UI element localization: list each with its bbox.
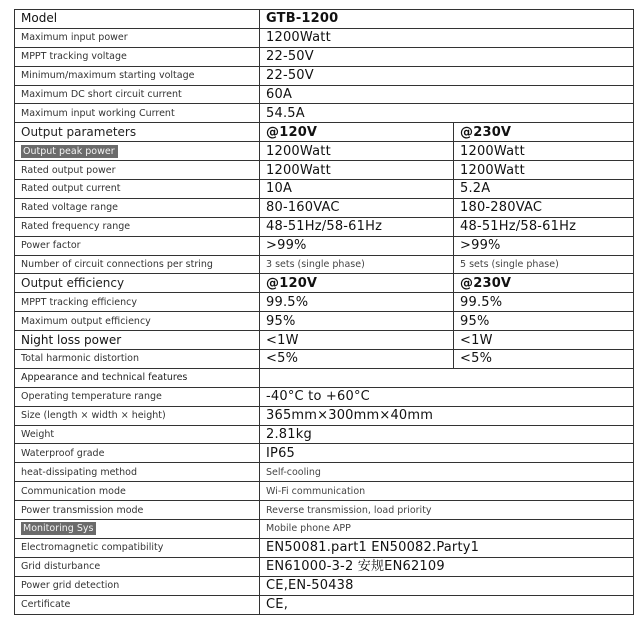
row-label: Night loss power — [15, 331, 260, 350]
value-230v: 95% — [454, 312, 634, 331]
row-label: Rated voltage range — [15, 198, 260, 217]
highlighted-text: Monitoring Sys — [21, 522, 96, 535]
voltage-header-120: @120V — [260, 274, 454, 293]
row-value: 22-50V — [260, 47, 634, 66]
voltage-header-230: @230V — [454, 274, 634, 293]
value-230v: 1200Watt — [454, 142, 634, 161]
value-230v: <5% — [454, 350, 634, 369]
spec-row — [15, 161, 634, 180]
spec-row — [15, 406, 634, 425]
row-value: Self-cooling — [260, 463, 634, 482]
row-value: 60A — [260, 85, 634, 104]
row-label: Maximum input working Current — [15, 104, 260, 123]
value-120v: 3 sets (single phase) — [260, 255, 454, 274]
spec-row — [15, 463, 634, 482]
row-label: Number of circuit connections per string — [15, 255, 260, 274]
spec-row — [15, 293, 634, 312]
value-120v: <5% — [260, 350, 454, 369]
spec-row — [15, 255, 634, 274]
spec-row — [15, 425, 634, 444]
spec-row — [15, 595, 634, 614]
output-parameters-header — [15, 123, 634, 142]
row-label: Power transmission mode — [15, 501, 260, 520]
row-value: EN61000-3-2 安规EN62109 — [260, 557, 634, 576]
value-230v: 99.5% — [454, 293, 634, 312]
voltage-header-120: @120V — [260, 123, 454, 142]
spec-row — [15, 85, 634, 104]
spec-row — [15, 350, 634, 369]
value-120v: >99% — [260, 236, 454, 255]
section-label: Output efficiency — [15, 274, 260, 293]
row-label: Maximum input power — [15, 28, 260, 47]
model-label: Model — [15, 10, 260, 29]
value-120v: 1200Watt — [260, 142, 454, 161]
spec-row — [15, 444, 634, 463]
spec-row — [15, 236, 634, 255]
row-value: CE,EN-50438 — [260, 576, 634, 595]
value-230v: 5.2A — [454, 180, 634, 199]
row-label: Rated output current — [15, 180, 260, 199]
row-label: Total harmonic distortion — [15, 350, 260, 369]
spec-row — [15, 142, 634, 161]
value-120v: 48-51Hz/58-61Hz — [260, 217, 454, 236]
row-label: Weight — [15, 425, 260, 444]
spec-row — [15, 331, 634, 350]
row-label: heat-dissipating method — [15, 463, 260, 482]
value-230v: 1200Watt — [454, 161, 634, 180]
voltage-header-230: @230V — [454, 123, 634, 142]
spec-row — [15, 104, 634, 123]
row-label: MPPT tracking voltage — [15, 47, 260, 66]
row-value: IP65 — [260, 444, 634, 463]
spec-row — [15, 538, 634, 557]
row-value: -40°C to +60°C — [260, 387, 634, 406]
row-label: Communication mode — [15, 482, 260, 501]
value-230v: 5 sets (single phase) — [454, 255, 634, 274]
row-label: Minimum/maximum starting voltage — [15, 66, 260, 85]
row-label: Power factor — [15, 236, 260, 255]
value-230v: >99% — [454, 236, 634, 255]
row-value: 54.5A — [260, 104, 634, 123]
spec-row — [15, 66, 634, 85]
row-value: Reverse transmission, load priority — [260, 501, 634, 520]
row-label-highlighted — [15, 142, 260, 161]
row-label: Grid disturbance — [15, 557, 260, 576]
value-230v: 180-280VAC — [454, 198, 634, 217]
row-label: Rated frequency range — [15, 217, 260, 236]
row-value: EN50081.part1 EN50082.Party1 — [260, 538, 634, 557]
row-label: Waterproof grade — [15, 444, 260, 463]
row-value: 2.81kg — [260, 425, 634, 444]
output-efficiency-header — [15, 274, 634, 293]
value-120v: 1200Watt — [260, 161, 454, 180]
spec-row — [15, 520, 634, 539]
row-value: 1200Watt — [260, 28, 634, 47]
value-230v: 48-51Hz/58-61Hz — [454, 217, 634, 236]
section-label: Output parameters — [15, 123, 260, 142]
row-value: CE, — [260, 595, 634, 614]
spec-table — [14, 9, 634, 615]
row-label: Maximum output efficiency — [15, 312, 260, 331]
value-230v: <1W — [454, 331, 634, 350]
spec-sheet — [14, 9, 633, 615]
spec-row — [15, 47, 634, 66]
spec-row — [15, 576, 634, 595]
spec-row — [15, 312, 634, 331]
spec-row — [15, 557, 634, 576]
appearance-section-row — [15, 368, 634, 387]
spec-row — [15, 217, 634, 236]
row-label: Certificate — [15, 595, 260, 614]
row-label: Electromagnetic compatibility — [15, 538, 260, 557]
row-label: Maximum DC short circuit current — [15, 85, 260, 104]
row-value: 22-50V — [260, 66, 634, 85]
spec-row — [15, 180, 634, 199]
value-120v: 99.5% — [260, 293, 454, 312]
value-120v: 10A — [260, 180, 454, 199]
model-row — [15, 10, 634, 29]
spec-row — [15, 501, 634, 520]
spec-row — [15, 198, 634, 217]
spec-row — [15, 387, 634, 406]
row-value: Wi-Fi communication — [260, 482, 634, 501]
value-120v: 95% — [260, 312, 454, 331]
value-120v: <1W — [260, 331, 454, 350]
row-label: Rated output power — [15, 161, 260, 180]
row-label: MPPT tracking efficiency — [15, 293, 260, 312]
row-label: Operating temperature range — [15, 387, 260, 406]
row-value: Mobile phone APP — [260, 520, 634, 539]
model-value: GTB-1200 — [260, 10, 634, 29]
row-label-highlighted — [15, 520, 260, 539]
spec-table-body — [15, 10, 634, 615]
spec-row — [15, 28, 634, 47]
section-label: Appearance and technical features — [15, 368, 260, 387]
highlighted-text: Output peak power — [21, 145, 118, 158]
row-value: 365mm×300mm×40mm — [260, 406, 634, 425]
empty-cell — [260, 368, 634, 387]
row-label: Size (length × width × height) — [15, 406, 260, 425]
spec-row — [15, 482, 634, 501]
value-120v: 80-160VAC — [260, 198, 454, 217]
row-label: Power grid detection — [15, 576, 260, 595]
